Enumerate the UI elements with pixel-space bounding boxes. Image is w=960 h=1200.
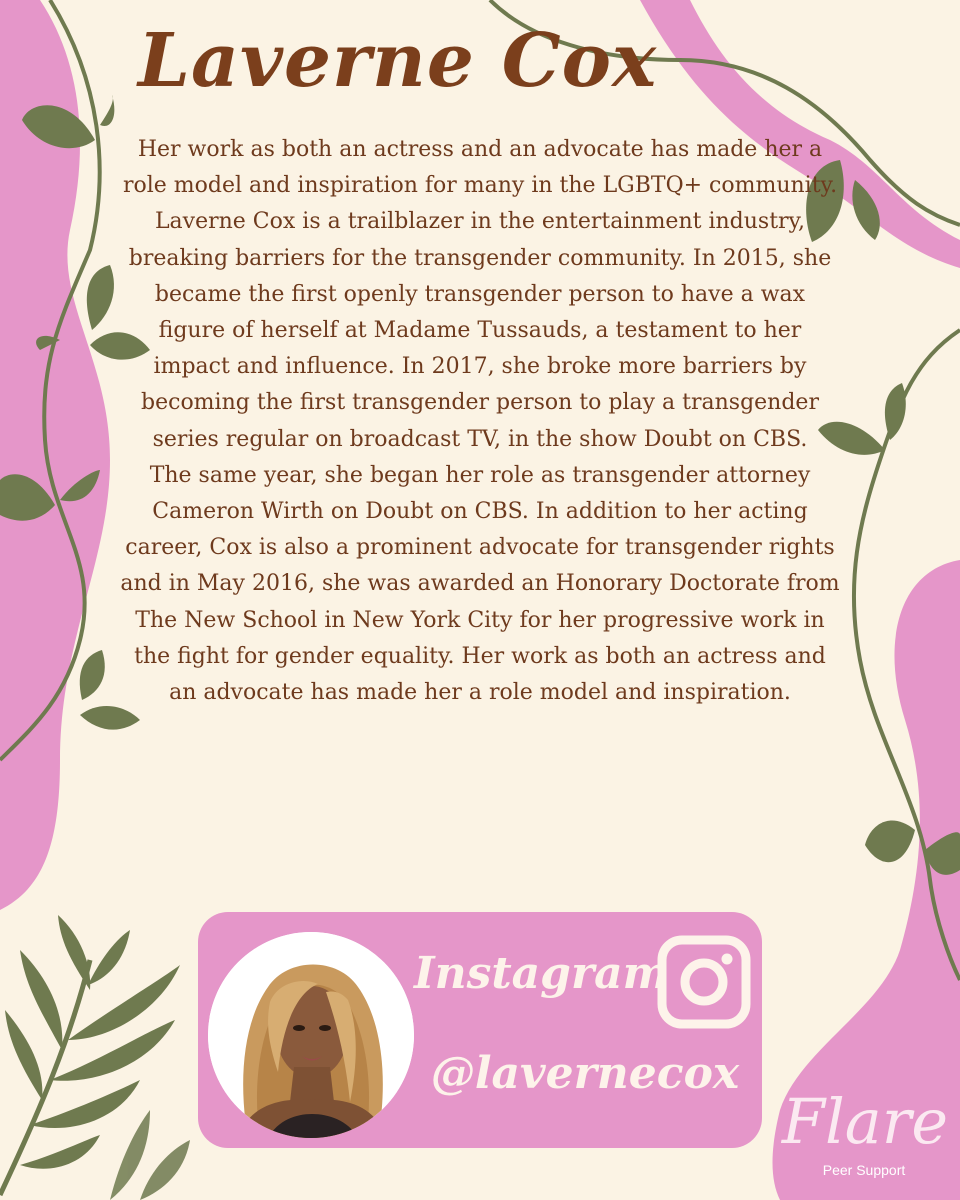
bio-text: [120, 132, 840, 711]
bio-paragraph: Her work as both an actress and an advocate has made her a role model and inspiration for many in the LGBTQ+ community.: [122, 137, 838, 199]
brand-logo: [770, 1082, 950, 1192]
brand-tagline: Peer Support: [822, 1162, 906, 1178]
instagram-label: Instagram: [414, 948, 670, 999]
instagram-handle[interactable]: @lavernecox: [430, 1048, 740, 1099]
brand-name: Flare: [781, 1085, 949, 1158]
instagram-icon[interactable]: [656, 934, 752, 1030]
bio-paragraph: Laverne Cox is a trailblazer in the entertainment industry, breaking barriers for the transgender community. In 2015, she became the first openly transgender person to have a wax figure of herself at Madame Tussauds, a testament to her impact and influence. In 2017, she broke more barriers by becoming the first transgender person to play a transgender series regular on broadcast TV, in the show Doubt on CBS.: [128, 209, 832, 452]
avatar: [208, 932, 414, 1138]
bottom-left-fern-2: [110, 1110, 190, 1200]
bottom-left-fern: [0, 915, 180, 1195]
portrait-image: [208, 932, 414, 1138]
bio-paragraph: The same year, she began her role as transgender attorney Cameron Wirth on Doubt on CBS. In addition to her acting career, Cox is also a prominent advocate for transgender rights and in May 2016, she was awarded an Honorary Doctorate from The New School in New York City for her progressive work in the fight for gender equality. Her work as both an actress and an advocate has made her a role model and inspiration.: [120, 462, 840, 706]
social-card: [198, 912, 762, 1148]
page-title: Laverne Cox: [138, 18, 658, 104]
